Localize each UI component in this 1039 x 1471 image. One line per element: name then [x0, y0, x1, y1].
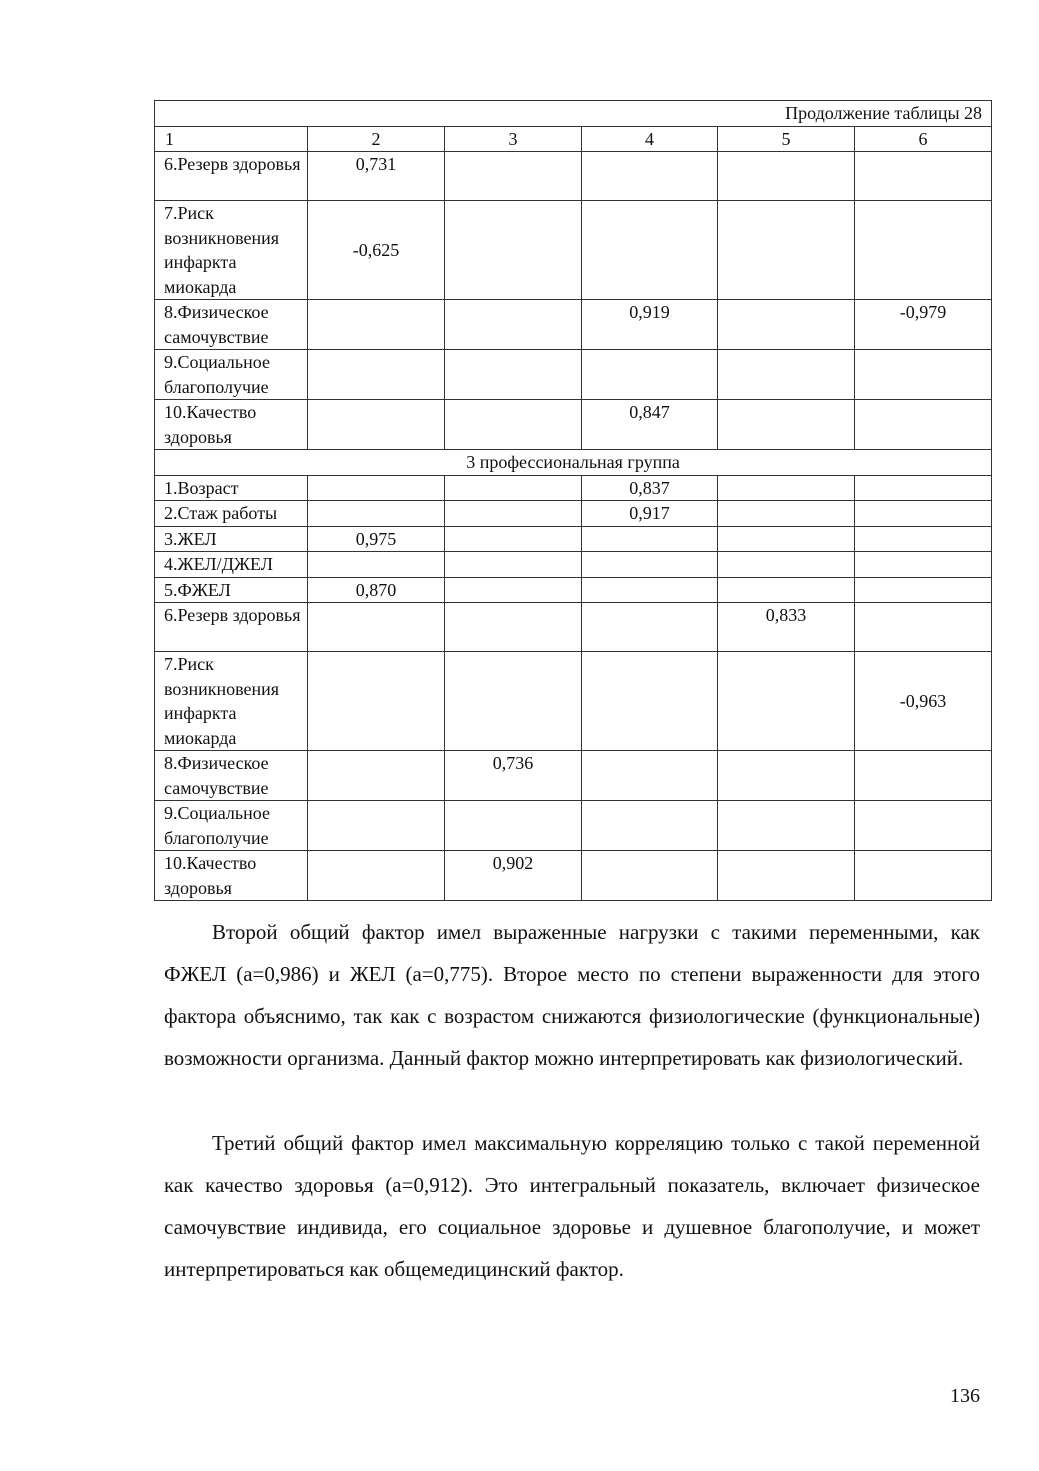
value-cell — [308, 475, 445, 501]
value-cell — [718, 152, 855, 201]
value-cell — [445, 400, 582, 450]
paragraph-2 — [164, 1122, 980, 1290]
table-row — [155, 300, 992, 350]
value-cell: 0,975 — [308, 526, 445, 552]
header-cell: 3 — [445, 126, 582, 152]
value-cell — [855, 577, 992, 603]
value-cell: 0,837 — [582, 475, 718, 501]
value-cell — [718, 526, 855, 552]
value-cell — [308, 751, 445, 801]
paragraph-text: Второй общий фактор имел выраженные нагрузки с такими переменными, как ФЖЕЛ (а=0,986) и ЖЕЛ (а=0,775). Второе место по степени выраженности для этого фактора объяснимо, так как с возрастом снижаются физиологические (функциональные) возможности организма. Данный фактор можно интерпретировать как физиологический. — [164, 920, 980, 1070]
header-cell: 5 — [718, 126, 855, 152]
value-cell — [308, 652, 445, 751]
value-cell — [718, 552, 855, 578]
value-cell — [308, 350, 445, 400]
table-row — [155, 603, 992, 652]
table-row — [155, 552, 992, 578]
value-cell — [582, 801, 718, 851]
paragraph-text: Третий общий фактор имел максимальную корреляцию только с такой переменной как качество здоровья (а=0,912). Это интегральный показатель, включает физическое самочувствие индивида, его социальное здоровье и душевное благополучие, и может интерпретироваться как общемедицинский фактор. — [164, 1131, 980, 1281]
row-label: 9.Социальное благополучие — [155, 801, 308, 851]
table-row — [155, 751, 992, 801]
table-caption: Продолжение таблицы 28 — [155, 101, 992, 127]
row-label: 10.Качество здоровья — [155, 851, 308, 901]
value-cell: 0,736 — [445, 751, 582, 801]
value-cell — [718, 400, 855, 450]
value-cell: 0,902 — [445, 851, 582, 901]
value-cell: 0,731 — [308, 152, 445, 201]
table-row — [155, 501, 992, 527]
value-cell — [445, 501, 582, 527]
row-label: 5.ФЖЕЛ — [155, 577, 308, 603]
value-cell — [308, 501, 445, 527]
header-cell: 1 — [155, 126, 308, 152]
table-row — [155, 577, 992, 603]
row-label: 10.Качество здоровья — [155, 400, 308, 450]
row-label: 7.Риск возникновения инфаркта миокарда — [155, 201, 308, 300]
value-cell — [855, 201, 992, 300]
value-cell — [718, 851, 855, 901]
value-cell: 0,833 — [718, 603, 855, 652]
value-cell — [582, 751, 718, 801]
value-cell — [855, 552, 992, 578]
value-cell — [718, 475, 855, 501]
value-cell — [308, 300, 445, 350]
table-row — [155, 475, 992, 501]
row-label: 3.ЖЕЛ — [155, 526, 308, 552]
value-cell — [855, 350, 992, 400]
table-caption-row — [155, 101, 992, 127]
value-cell — [855, 475, 992, 501]
value-cell — [718, 751, 855, 801]
row-label: 8.Физическое самочувствие — [155, 300, 308, 350]
table-row — [155, 152, 992, 201]
value-cell — [855, 152, 992, 201]
value-cell — [308, 552, 445, 578]
table-row — [155, 851, 992, 901]
value-cell — [855, 501, 992, 527]
value-cell — [582, 851, 718, 901]
group-row — [155, 450, 992, 476]
value-cell — [718, 501, 855, 527]
value-cell — [445, 475, 582, 501]
value-cell — [445, 526, 582, 552]
value-cell — [718, 801, 855, 851]
value-cell — [308, 851, 445, 901]
value-cell — [445, 652, 582, 751]
row-label: 8.Физическое самочувствие — [155, 751, 308, 801]
value-cell: 0,919 — [582, 300, 718, 350]
value-cell — [855, 851, 992, 901]
row-label: 7.Риск возникновения инфаркта миокарда — [155, 652, 308, 751]
value-cell — [445, 300, 582, 350]
value-cell — [855, 603, 992, 652]
value-cell — [855, 801, 992, 851]
value-cell — [582, 577, 718, 603]
value-cell — [445, 201, 582, 300]
value-cell — [582, 201, 718, 300]
value-cell — [582, 652, 718, 751]
table-row — [155, 526, 992, 552]
paragraph-1 — [164, 911, 980, 1079]
value-cell — [308, 801, 445, 851]
value-cell — [718, 350, 855, 400]
value-cell: -0,963 — [855, 652, 992, 751]
table-row — [155, 801, 992, 851]
data-table — [154, 100, 992, 901]
value-cell — [582, 552, 718, 578]
value-cell — [308, 603, 445, 652]
value-cell — [718, 201, 855, 300]
value-cell — [855, 400, 992, 450]
value-cell: 0,870 — [308, 577, 445, 603]
value-cell — [855, 751, 992, 801]
table-row — [155, 400, 992, 450]
value-cell: 0,847 — [582, 400, 718, 450]
value-cell — [582, 603, 718, 652]
row-label: 9.Социальное благополучие — [155, 350, 308, 400]
value-cell — [308, 400, 445, 450]
value-cell — [718, 652, 855, 751]
value-cell — [445, 152, 582, 201]
value-cell — [582, 350, 718, 400]
row-label: 1.Возраст — [155, 475, 308, 501]
value-cell — [445, 350, 582, 400]
value-cell — [582, 526, 718, 552]
table-row — [155, 350, 992, 400]
table-row — [155, 652, 992, 751]
value-cell — [718, 577, 855, 603]
row-label: 6.Резерв здоровья — [155, 152, 308, 201]
header-cell: 4 — [582, 126, 718, 152]
group-label: 3 профессиональная группа — [155, 450, 992, 476]
value-cell — [445, 801, 582, 851]
value-cell: -0,625 — [308, 201, 445, 300]
header-cell: 2 — [308, 126, 445, 152]
value-cell — [445, 603, 582, 652]
row-label: 6.Резерв здоровья — [155, 603, 308, 652]
value-cell: 0,917 — [582, 501, 718, 527]
value-cell: -0,979 — [855, 300, 992, 350]
row-label: 2.Стаж работы — [155, 501, 308, 527]
value-cell — [445, 552, 582, 578]
value-cell — [718, 300, 855, 350]
table-row — [155, 201, 992, 300]
value-cell — [855, 526, 992, 552]
header-cell: 6 — [855, 126, 992, 152]
value-cell — [445, 577, 582, 603]
value-cell — [582, 152, 718, 201]
page-number: 136 — [950, 1385, 980, 1407]
table-header-row — [155, 126, 992, 152]
row-label: 4.ЖЕЛ/ДЖЕЛ — [155, 552, 308, 578]
